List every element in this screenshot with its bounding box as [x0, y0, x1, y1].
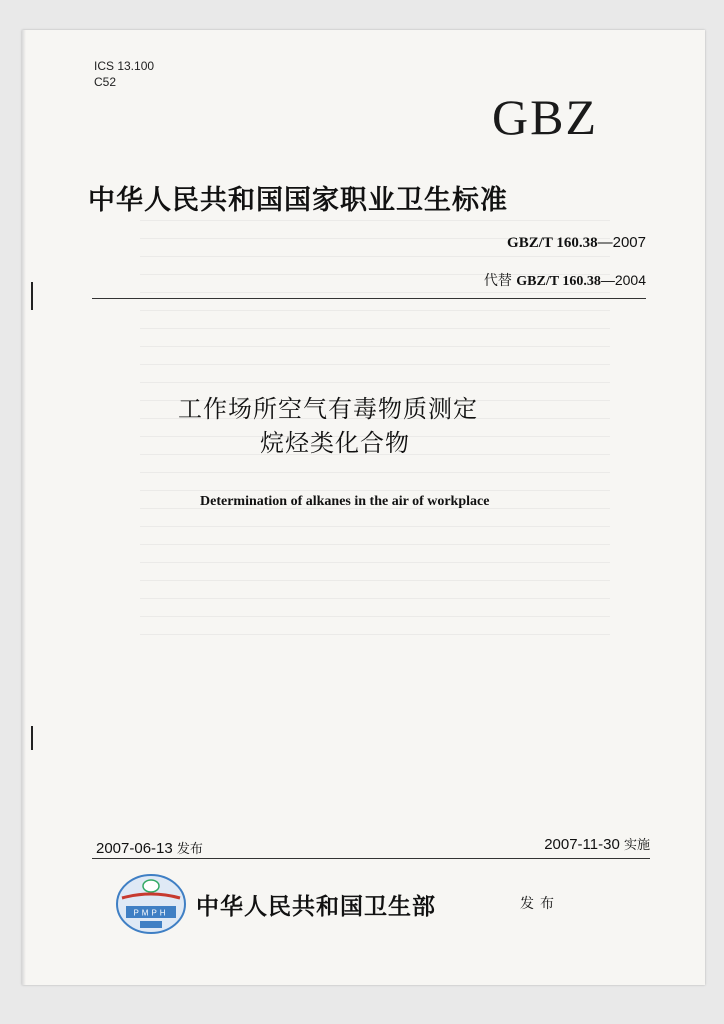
- document-title: [168, 392, 588, 460]
- scan-mark: [31, 726, 33, 750]
- publish-date: [96, 838, 203, 857]
- replaced-standard: [484, 270, 646, 290]
- implementation-date-value: 2007-11-30: [544, 836, 620, 853]
- title-line-2: 烷烃类化合物: [260, 429, 410, 457]
- replaced-year: —2004: [600, 272, 646, 288]
- ccs-code: C52: [94, 75, 117, 89]
- publish-date-value: 2007-06-13: [96, 840, 173, 857]
- issuing-authority: 中华人民共和国卫生部: [196, 893, 436, 920]
- publisher-seal-icon: [114, 872, 188, 936]
- ics-code: ICS 13.100: [94, 59, 155, 73]
- classification-codes: [94, 58, 154, 90]
- implementation-date-label: 实施: [623, 838, 650, 853]
- standard-code-year: —2007: [597, 234, 646, 251]
- publish-date-label: 发布: [176, 842, 203, 857]
- replace-prefix: 代替: [483, 273, 512, 289]
- header-divider: [92, 298, 646, 299]
- logo-text: PMPH: [133, 908, 169, 918]
- standard-category-title: 中华人民共和国国家职业卫生标准: [88, 185, 508, 216]
- replaced-code: GBZ/T 160.38: [516, 274, 601, 289]
- issue-label: 发布: [520, 896, 560, 912]
- title-line-1: 工作场所空气有毒物质测定: [178, 395, 478, 423]
- footer-divider: [92, 858, 650, 859]
- standard-code: [507, 234, 646, 252]
- english-title: Determination of alkanes in the air of workplace: [200, 494, 490, 509]
- page-edge: [22, 30, 26, 985]
- standard-code-number: GBZ/T 160.38: [507, 235, 598, 251]
- scan-mark: [31, 282, 33, 310]
- implementation-date: [544, 834, 650, 853]
- standard-brand: GBZ: [492, 89, 598, 145]
